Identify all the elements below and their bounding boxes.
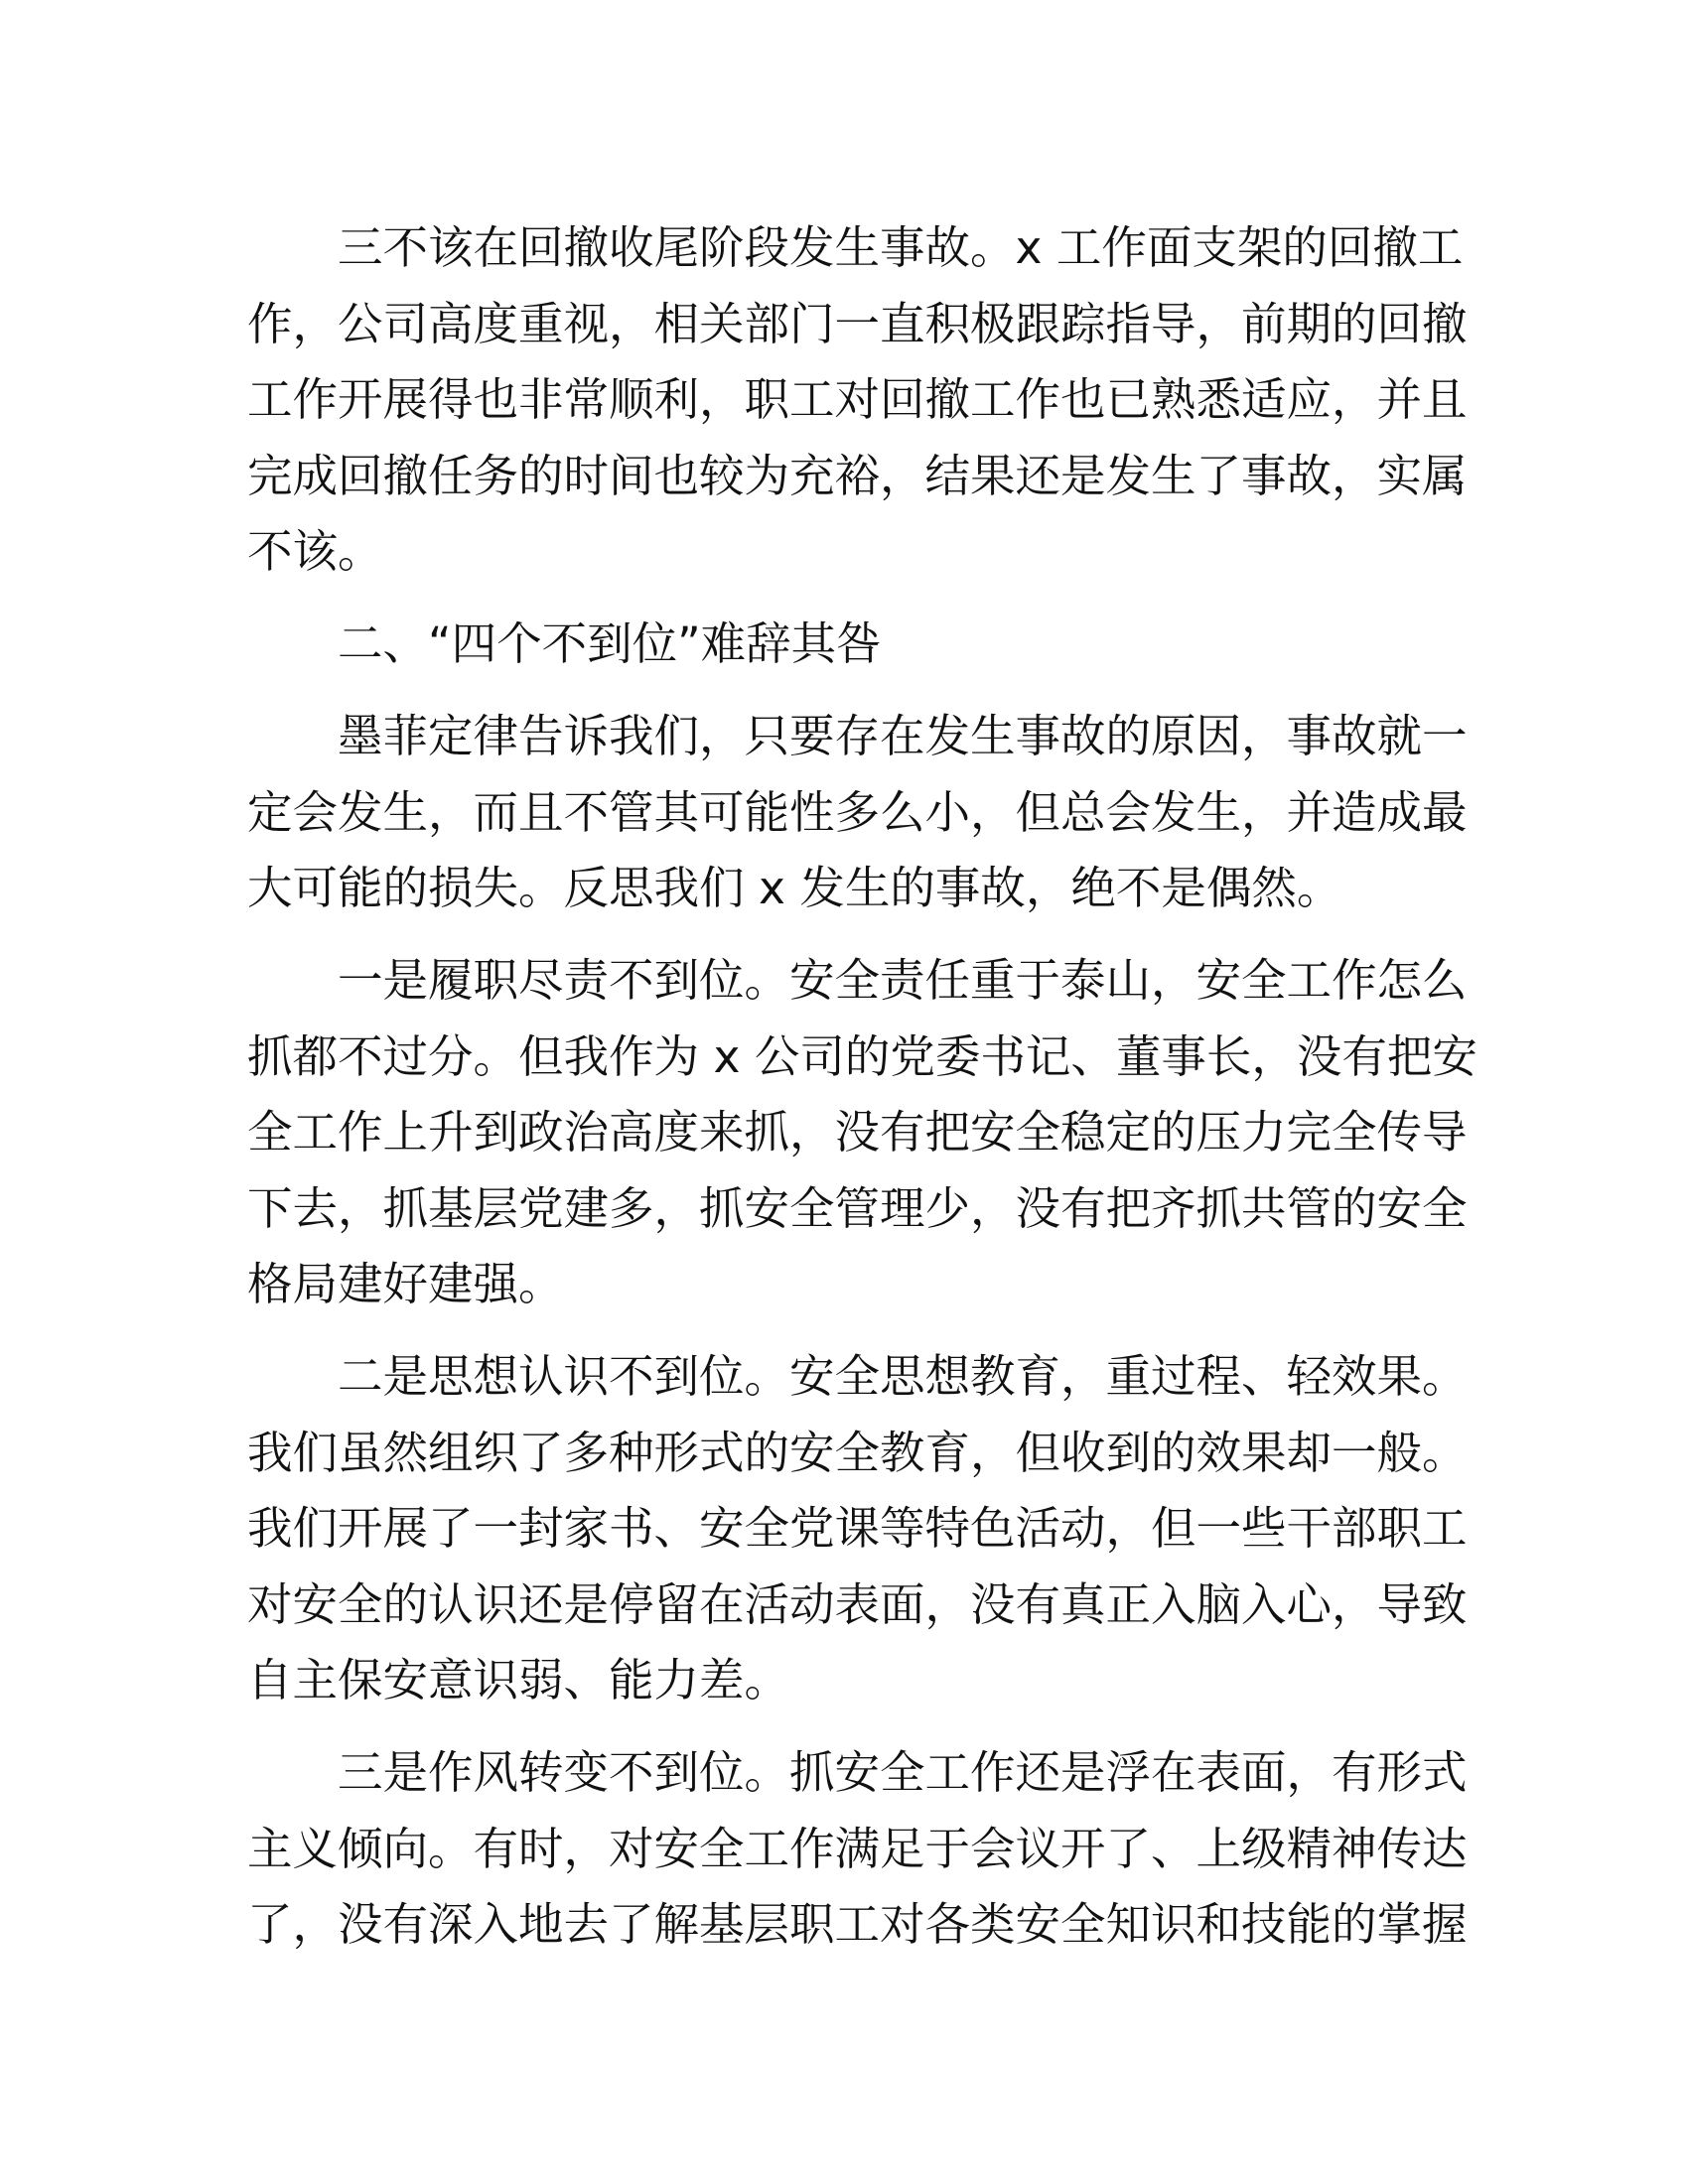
text-line: 抓都不过分。但我作为 x 公司的党委书记、董事长，没有把安	[247, 1029, 1477, 1083]
text-line: 对安全的认识还是停留在活动表面，没有真正入脑入心，导致	[247, 1577, 1468, 1631]
paragraph	[247, 1339, 1468, 1719]
text-line: 我们开展了一封家书、安全党课等特色活动，但一些干部职工	[247, 1502, 1468, 1555]
text-line: 不该。	[247, 525, 383, 578]
text-line: 完成回撤任务的时间也较为充裕，结果还是发生了事故，实属	[247, 449, 1468, 502]
section-heading	[247, 607, 1430, 683]
paragraph	[247, 699, 1468, 927]
text-line: 一是履职尽责不到位。安全责任重于泰山，安全工作怎么	[338, 954, 1468, 1007]
text-line: 我们虽然组织了多种形式的安全教育，但收到的效果却一般。	[247, 1426, 1468, 1479]
text-line: 下去，抓基层党建多，抓安全管理少，没有把齐抓共管的安全	[247, 1181, 1468, 1235]
text-line: 定会发生，而且不管其可能性多么小，但总会发生，并造成最	[247, 785, 1468, 839]
text-line: 作，公司高度重视，相关部门一直积极跟踪指导，前期的回撤	[247, 297, 1468, 350]
paragraph	[247, 943, 1477, 1323]
text-line: 主义倾向。有时，对安全工作满足于会议开了、上级精神传达	[247, 1822, 1468, 1875]
text-line: 格局建好建强。	[247, 1258, 564, 1310]
text-line: 全工作上升到政治高度来抓，没有把安全稳定的压力完全传导	[247, 1106, 1468, 1159]
document-body	[247, 210, 1477, 1979]
text-line: 墨菲定律告诉我们，只要存在发生事故的原因，事故就一	[338, 710, 1468, 762]
text-line: 大可能的损失。反思我们 x 发生的事故，绝不是偶然。	[247, 862, 1342, 914]
text-line: 了，没有深入地去了解基层职工对各类安全知识和技能的掌握	[247, 1898, 1468, 1951]
paragraph	[247, 1735, 1468, 1964]
text-line: 二、“四个不到位”难辞其咎	[338, 617, 882, 670]
text-line: 二是思想认识不到位。安全思想教育，重过程、轻效果。	[338, 1350, 1468, 1403]
text-line: 三是作风转变不到位。抓安全工作还是浮在表面，有形式	[338, 1746, 1468, 1799]
text-line: 自主保安意识弱、能力差。	[247, 1654, 790, 1706]
text-line: 三不该在回撤收尾阶段发生事故。x 工作面支架的回撤工	[338, 221, 1464, 274]
paragraph	[247, 210, 1468, 591]
text-line: 工作开展得也非常顺利，职工对回撤工作也已熟悉适应，并且	[247, 373, 1468, 426]
